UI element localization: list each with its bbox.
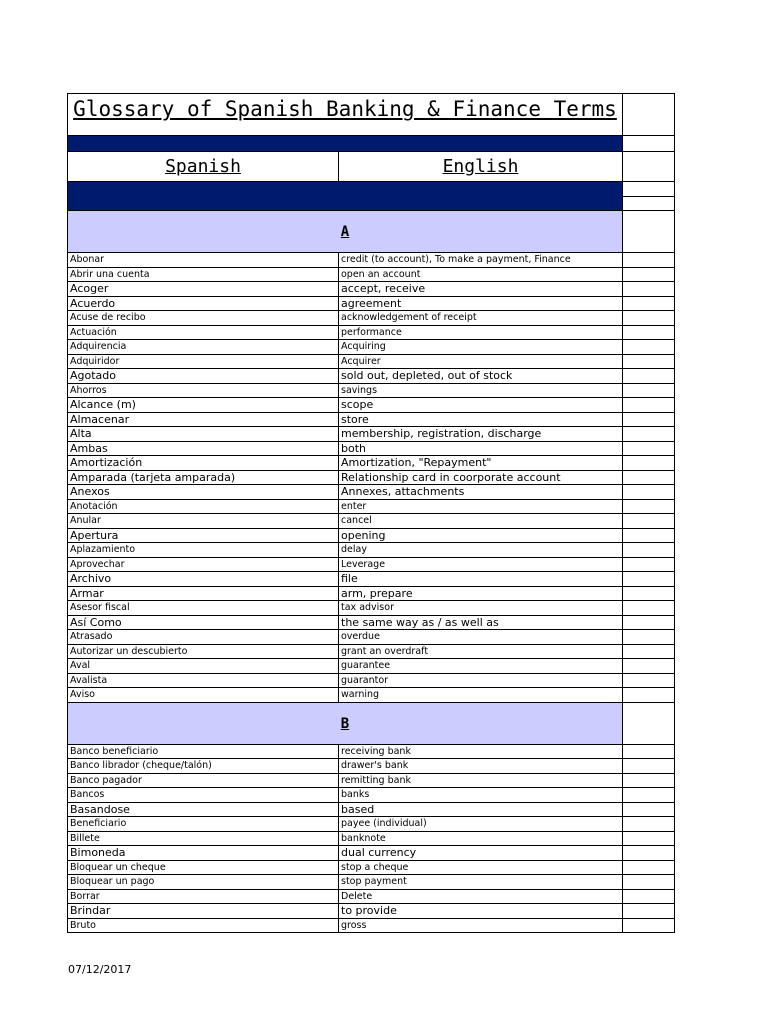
table-row xyxy=(67,282,675,297)
table-row xyxy=(67,774,675,789)
english-term: arm, prepare xyxy=(339,587,623,601)
row-side-cell xyxy=(623,759,675,773)
row-side-cell xyxy=(623,268,675,282)
row-side-cell xyxy=(623,253,675,267)
row-side-cell xyxy=(623,788,675,802)
row-side-cell xyxy=(623,572,675,586)
english-term: accept, receive xyxy=(339,282,623,296)
table-row xyxy=(67,745,675,760)
english-term: dual currency xyxy=(339,846,623,860)
table-row xyxy=(67,688,675,703)
spanish-term: Adquirencia xyxy=(67,340,339,354)
table-row xyxy=(67,919,675,934)
table-row xyxy=(67,384,675,399)
title-row xyxy=(67,93,675,136)
navy-band-2-side-cell xyxy=(623,182,675,210)
row-side-cell xyxy=(623,674,675,688)
english-term: warning xyxy=(339,688,623,702)
row-side-cell xyxy=(623,890,675,904)
table-row xyxy=(67,616,675,631)
navy-band-fill xyxy=(67,136,623,151)
english-term: overdue xyxy=(339,630,623,644)
spanish-term: Acuse de recibo xyxy=(67,311,339,325)
english-term: Leverage xyxy=(339,558,623,572)
table-row xyxy=(67,558,675,573)
row-side-cell xyxy=(623,326,675,340)
spanish-column-header: Spanish xyxy=(67,152,339,181)
english-term: banks xyxy=(339,788,623,802)
row-side-cell xyxy=(623,630,675,644)
english-term: file xyxy=(339,572,623,586)
row-side-cell xyxy=(623,659,675,673)
table-row xyxy=(67,427,675,442)
row-side-cell xyxy=(623,413,675,427)
english-term: gross xyxy=(339,919,623,933)
row-side-cell xyxy=(623,832,675,846)
row-side-cell xyxy=(623,601,675,615)
table-row xyxy=(67,817,675,832)
table-row xyxy=(67,890,675,905)
english-term: opening xyxy=(339,529,623,543)
spanish-term: Bloquear un pago xyxy=(67,875,339,889)
english-term: to provide xyxy=(339,904,623,918)
spanish-term: Actuación xyxy=(67,326,339,340)
table-row xyxy=(67,674,675,689)
english-term: both xyxy=(339,442,623,456)
english-term: enter xyxy=(339,500,623,514)
spanish-term: Acoger xyxy=(67,282,339,296)
english-term: guarantor xyxy=(339,674,623,688)
table-row xyxy=(67,485,675,500)
spanish-term: Aplazamiento xyxy=(67,543,339,557)
table-row xyxy=(67,456,675,471)
spanish-term: Alcance (m) xyxy=(67,398,339,412)
row-side-cell xyxy=(623,500,675,514)
navy-band-side-cell xyxy=(623,136,675,151)
row-side-cell xyxy=(623,471,675,485)
english-term: sold out, depleted, out of stock xyxy=(339,369,623,383)
table-row xyxy=(67,832,675,847)
row-side-cell xyxy=(623,846,675,860)
english-term: Annexes, attachments xyxy=(339,485,623,499)
table-row xyxy=(67,253,675,268)
spanish-term: Armar xyxy=(67,587,339,601)
spanish-term: Así Como xyxy=(67,616,339,630)
table-row xyxy=(67,759,675,774)
spanish-term: Anotación xyxy=(67,500,339,514)
english-term: the same way as / as well as xyxy=(339,616,623,630)
table-row xyxy=(67,442,675,457)
table-row xyxy=(67,601,675,616)
row-side-cell xyxy=(623,311,675,325)
table-row xyxy=(67,587,675,602)
english-term: agreement xyxy=(339,297,623,311)
section-header-b xyxy=(67,703,675,745)
row-side-cell xyxy=(623,745,675,759)
table-row xyxy=(67,630,675,645)
table-row xyxy=(67,268,675,283)
table-row xyxy=(67,875,675,890)
spanish-term: Abrir una cuenta xyxy=(67,268,339,282)
spanish-term: Brindar xyxy=(67,904,339,918)
spanish-term: Alta xyxy=(67,427,339,441)
spanish-term: Almacenar xyxy=(67,413,339,427)
row-side-cell xyxy=(623,688,675,702)
section-side-cell xyxy=(623,703,675,744)
english-term: Delete xyxy=(339,890,623,904)
table-row xyxy=(67,861,675,876)
table-row xyxy=(67,659,675,674)
english-term: Acquirer xyxy=(339,355,623,369)
spanish-term: Bloquear un cheque xyxy=(67,861,339,875)
row-side-cell xyxy=(623,340,675,354)
table-row xyxy=(67,297,675,312)
english-column-header: English xyxy=(339,152,623,181)
section-side-cell xyxy=(623,211,675,252)
header-side-cell xyxy=(623,152,675,181)
table-row xyxy=(67,788,675,803)
section-header-a xyxy=(67,211,675,253)
table-row xyxy=(67,904,675,919)
table-row xyxy=(67,355,675,370)
row-side-cell xyxy=(623,919,675,933)
column-header-row xyxy=(67,152,675,182)
title-side-cell xyxy=(623,94,675,135)
table-row xyxy=(67,413,675,428)
spanish-term: Banco librador (cheque/talón) xyxy=(67,759,339,773)
section-letter: B xyxy=(67,703,623,744)
english-term: performance xyxy=(339,326,623,340)
row-side-cell xyxy=(623,861,675,875)
row-side-cell xyxy=(623,875,675,889)
spanish-term: Aviso xyxy=(67,688,339,702)
english-term: stop payment xyxy=(339,875,623,889)
footer-date: 07/12/2017 xyxy=(68,963,132,976)
navy-band-2 xyxy=(67,182,675,211)
row-side-cell xyxy=(623,427,675,441)
english-term: scope xyxy=(339,398,623,412)
english-term: grant an overdraft xyxy=(339,645,623,659)
spanish-term: Basandose xyxy=(67,803,339,817)
row-side-cell xyxy=(623,282,675,296)
spanish-term: Ahorros xyxy=(67,384,339,398)
spanish-term: Acuerdo xyxy=(67,297,339,311)
table-row xyxy=(67,803,675,818)
spanish-term: Avalista xyxy=(67,674,339,688)
spanish-term: Atrasado xyxy=(67,630,339,644)
spanish-term: Ambas xyxy=(67,442,339,456)
glossary-sheet xyxy=(67,93,675,933)
page-title: Glossary of Spanish Banking & Finance Terms xyxy=(67,94,623,136)
spanish-term: Banco pagador xyxy=(67,774,339,788)
spanish-term: Anexos xyxy=(67,485,339,499)
table-row xyxy=(67,398,675,413)
english-term: cancel xyxy=(339,514,623,528)
navy-band-2-fill xyxy=(67,182,623,210)
table-row xyxy=(67,572,675,587)
row-side-cell xyxy=(623,616,675,630)
spanish-term: Amparada (tarjeta amparada) xyxy=(67,471,339,485)
spanish-term: Agotado xyxy=(67,369,339,383)
table-row xyxy=(67,645,675,660)
table-row xyxy=(67,543,675,558)
table-row xyxy=(67,340,675,355)
spanish-term: Autorizar un descubierto xyxy=(67,645,339,659)
english-term: receiving bank xyxy=(339,745,623,759)
spanish-term: Apertura xyxy=(67,529,339,543)
spanish-term: Amortización xyxy=(67,456,339,470)
english-term: delay xyxy=(339,543,623,557)
glossary-sections xyxy=(67,211,675,933)
row-side-cell xyxy=(623,543,675,557)
english-term: remitting bank xyxy=(339,774,623,788)
table-row xyxy=(67,514,675,529)
row-side-cell xyxy=(623,384,675,398)
row-side-cell xyxy=(623,645,675,659)
table-row xyxy=(67,369,675,384)
spanish-term: Asesor fiscal xyxy=(67,601,339,615)
row-side-cell xyxy=(623,398,675,412)
english-term: Relationship card in coorporate account xyxy=(339,471,623,485)
spanish-term: Bruto xyxy=(67,919,339,933)
row-side-cell xyxy=(623,514,675,528)
spanish-term: Archivo xyxy=(67,572,339,586)
english-term: savings xyxy=(339,384,623,398)
english-term: store xyxy=(339,413,623,427)
spanish-term: Billete xyxy=(67,832,339,846)
english-term: banknote xyxy=(339,832,623,846)
english-term: based xyxy=(339,803,623,817)
row-side-cell xyxy=(623,904,675,918)
spanish-term: Aval xyxy=(67,659,339,673)
table-row xyxy=(67,846,675,861)
row-side-cell xyxy=(623,442,675,456)
row-side-cell xyxy=(623,774,675,788)
navy-band xyxy=(67,136,675,152)
row-side-cell xyxy=(623,587,675,601)
english-term: payee (individual) xyxy=(339,817,623,831)
spanish-term: Bimoneda xyxy=(67,846,339,860)
row-side-cell xyxy=(623,529,675,543)
spanish-term: Aprovechar xyxy=(67,558,339,572)
table-row xyxy=(67,311,675,326)
row-side-cell xyxy=(623,456,675,470)
english-term: membership, registration, discharge xyxy=(339,427,623,441)
spanish-term: Adquiridor xyxy=(67,355,339,369)
row-side-cell xyxy=(623,369,675,383)
spanish-term: Beneficiario xyxy=(67,817,339,831)
english-term: Acquiring xyxy=(339,340,623,354)
english-term: tax advisor xyxy=(339,601,623,615)
english-term: acknowledgement of receipt xyxy=(339,311,623,325)
english-term: drawer's bank xyxy=(339,759,623,773)
english-term: guarantee xyxy=(339,659,623,673)
english-term: Amortization, "Repayment" xyxy=(339,456,623,470)
table-row xyxy=(67,500,675,515)
row-side-cell xyxy=(623,297,675,311)
spanish-term: Borrar xyxy=(67,890,339,904)
english-term: stop a cheque xyxy=(339,861,623,875)
table-row xyxy=(67,326,675,341)
section-letter: A xyxy=(67,211,623,252)
spanish-term: Bancos xyxy=(67,788,339,802)
english-term: credit (to account), To make a payment, Finance xyxy=(339,253,623,267)
spanish-term: Anular xyxy=(67,514,339,528)
row-side-cell xyxy=(623,817,675,831)
spanish-term: Abonar xyxy=(67,253,339,267)
row-side-cell xyxy=(623,558,675,572)
spanish-term: Banco beneficiario xyxy=(67,745,339,759)
table-row xyxy=(67,529,675,544)
table-row xyxy=(67,471,675,486)
row-side-cell xyxy=(623,803,675,817)
english-term: open an account xyxy=(339,268,623,282)
row-side-cell xyxy=(623,485,675,499)
row-side-cell xyxy=(623,355,675,369)
